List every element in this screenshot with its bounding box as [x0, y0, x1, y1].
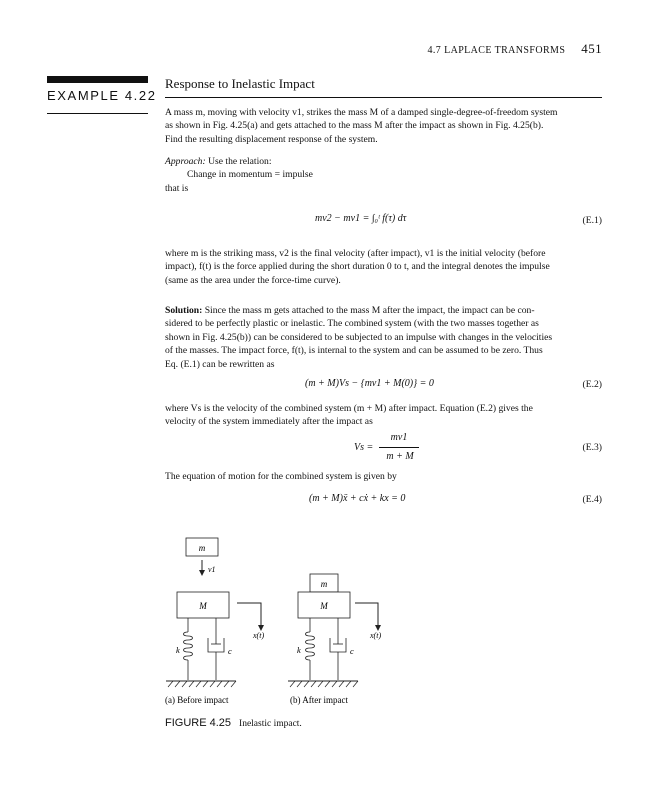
equation-e4-number: (E.4)	[582, 494, 602, 505]
approach	[165, 155, 602, 195]
b-displacement-label: x(t)	[370, 631, 382, 640]
a-caption: (a) Before impact	[165, 695, 229, 705]
example-label: EXAMPLE 4.22	[47, 88, 157, 103]
problem-statement	[165, 106, 602, 146]
where-paragraph-1	[165, 247, 602, 287]
solution-line-5: Eq. (E.1) can be rewritten as	[165, 358, 275, 370]
example-bar	[47, 76, 148, 83]
example-rule	[47, 113, 148, 114]
where-paragraph-2	[165, 402, 602, 429]
a-displacement-label: x(t)	[253, 631, 265, 640]
where1-line-2: impact), f(t) is the force applied during the short duration 0 to t, and the integral denotes the impulse	[165, 261, 550, 273]
figure-title: Inelastic impact.	[239, 719, 302, 729]
a-velocity-label: v1	[208, 565, 216, 574]
equation-e3-number: (E.3)	[582, 442, 602, 453]
solution-line-1: Since the mass m gets attached to the mass M after the impact, the impact can be con-	[202, 305, 535, 316]
running-header	[427, 41, 602, 57]
equation-e3-lhs: Vs =	[354, 442, 374, 453]
b-spring-coil	[306, 632, 315, 660]
solution-line-4: of the masses. The impact force, f(t), is internal to the system and can be assumed to be zero. Thus	[165, 345, 543, 357]
solution-line-2: sidered to be perfectly plastic or inelastic. The combined system (with the two masses together as	[165, 318, 539, 330]
section-title: 4.7 LAPLACE TRANSFORMS	[427, 45, 566, 56]
b-small-mass-label: m	[320, 579, 328, 589]
where2-line-1: where Vs is the velocity of the combined system (m + M) after impact. Equation (E.2) gives the	[165, 403, 533, 414]
fraction-bar	[379, 447, 419, 448]
approach-label: Approach:	[165, 156, 206, 167]
figure-caption	[165, 717, 302, 729]
b-ground-hatch	[290, 681, 358, 687]
where2-line-2: velocity of the system immediately after the impact as	[165, 416, 373, 428]
solution-label: Solution:	[165, 305, 203, 316]
figure-label: FIGURE 4.25	[165, 717, 232, 729]
a-small-mass-label: m	[198, 543, 206, 553]
a-spring-label: k	[176, 645, 180, 655]
equation-e4: (m + M)ẍ + cẋ + kx = 0	[309, 493, 406, 504]
motion-intro: The equation of motion for the combined system is given by	[165, 471, 397, 482]
a-velocity-arrowhead	[199, 570, 205, 576]
approach-text: Use the relation:	[205, 156, 272, 167]
approach-relation: Change in momentum = impulse	[187, 169, 313, 181]
where1-line-1: where m is the striking mass, v2 is the final velocity (after impact), v1 is the initial velocity (before	[165, 248, 546, 259]
a-spring-coil	[184, 632, 193, 660]
title-rule	[165, 97, 602, 98]
figure-4-25	[150, 530, 400, 712]
b-spring-label: k	[297, 645, 301, 655]
equation-e3-numerator: mv1	[390, 432, 408, 443]
b-damper-label: c	[350, 646, 354, 656]
a-ground-hatch	[168, 681, 236, 687]
example-title: Response to Inelastic Impact	[165, 76, 315, 91]
a-displacement-arrow	[237, 603, 261, 626]
b-displacement-arrow	[355, 603, 378, 626]
problem-line-1: A mass m, moving with velocity v1, strikes the mass M of a damped single-degree-of-freedom system	[165, 107, 558, 118]
problem-line-2: as shown in Fig. 4.25(a) and gets attached to the mass M after the impact as shown in Fig. 4.25(b).	[165, 120, 544, 132]
equation-e2-number: (E.2)	[582, 379, 602, 390]
solution-line-3: shown in Fig. 4.25(b)) can be considered to be subjected to an impulse with changes in the velocities	[165, 331, 553, 343]
equation-e1-number: (E.1)	[582, 215, 602, 226]
a-big-mass-label: M	[199, 601, 207, 611]
equation-e2: (m + M)Vs − {mv1 + M(0)} = 0	[305, 378, 434, 389]
equation-e3-denominator: m + M	[386, 451, 414, 462]
b-big-mass-label: M	[320, 601, 328, 611]
approach-that-is: that is	[165, 182, 189, 194]
where1-line-3: (same as the area under the force-time curve).	[165, 274, 341, 286]
solution-paragraph	[165, 304, 602, 371]
b-caption: (b) After impact	[290, 695, 348, 705]
equation-e1: mv2 − mv1 = ∫₀ᵗ f(τ) dτ	[315, 213, 407, 224]
problem-line-3: Find the resulting displacement response of the system.	[165, 133, 378, 145]
a-damper-label: c	[228, 646, 232, 656]
page-number: 451	[581, 41, 602, 56]
